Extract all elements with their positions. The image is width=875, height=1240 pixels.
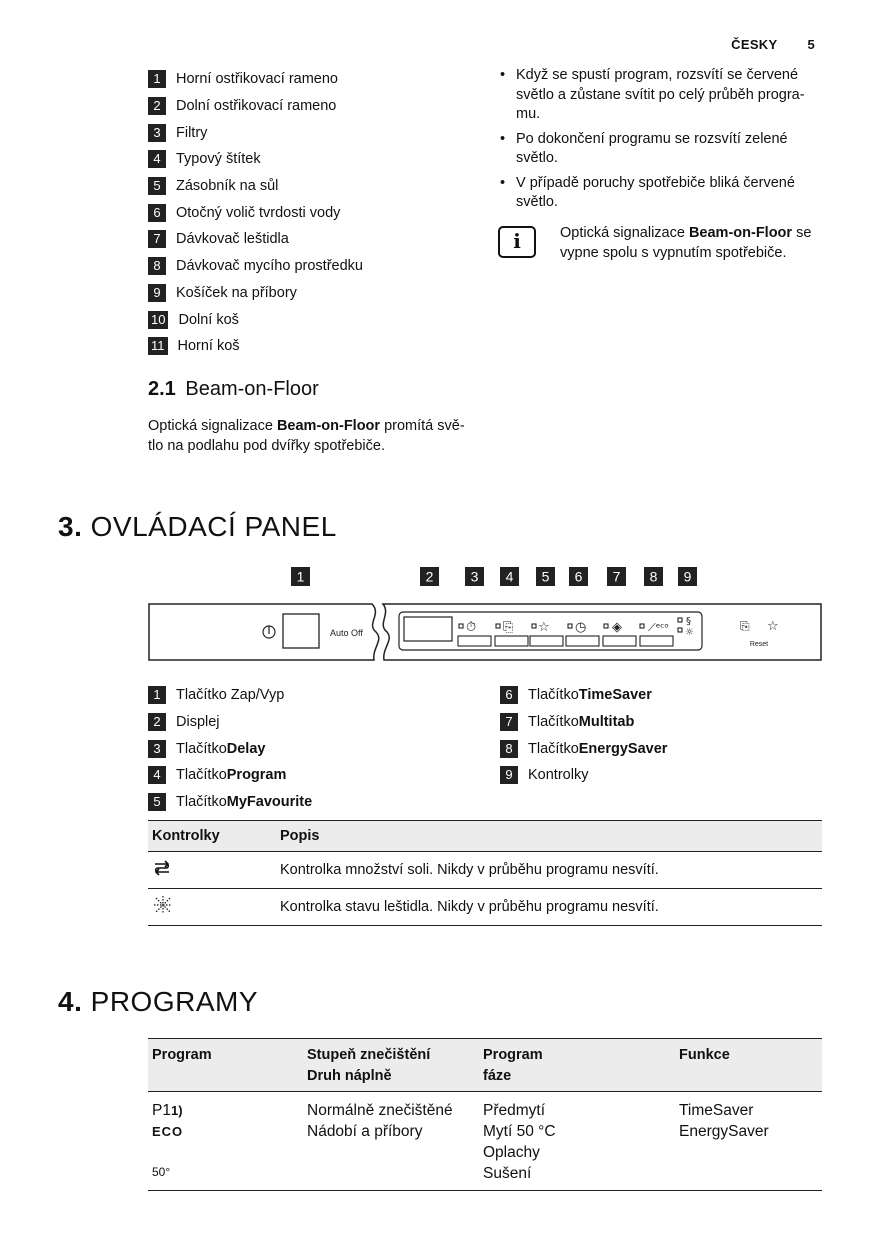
item-label: Otočný volič tvrdosti vody <box>176 204 341 221</box>
panel-legend-left <box>148 682 312 815</box>
item-number: 11 <box>148 337 168 355</box>
delay-icon: ⏱ <box>466 620 477 635</box>
callout-2 <box>420 567 439 586</box>
list-item <box>148 199 488 226</box>
multitab-icon: ◈ <box>612 620 622 635</box>
table-header: Program fáze <box>479 1039 675 1092</box>
callout-label: 5 <box>541 568 550 585</box>
item-label: Filtry <box>176 124 208 141</box>
callout-label: 3 <box>470 568 479 585</box>
table-cell: Kontrolka stavu leštidla. Nikdy v průběhu programu nesvítí. <box>276 889 822 926</box>
item-number: 10 <box>148 311 168 329</box>
callout-label: 9 <box>683 568 692 585</box>
program-cell: P1$^{1)}$ ECO 50° <box>148 1092 303 1191</box>
item-label: Zásobník na sůl <box>176 178 279 195</box>
table-cell: Kontrolka množství soli. Nikdy v průběhu programu nesvítí. <box>276 852 822 889</box>
info-note <box>498 224 818 263</box>
item-number: 5 <box>148 177 166 195</box>
rinse-aid-icon: ☼ <box>685 627 694 638</box>
callout-4 <box>500 567 519 586</box>
table-header: Stupeň znečištění Druh náplně <box>303 1039 479 1092</box>
list-item <box>148 226 488 253</box>
item-number: 2 <box>148 97 166 115</box>
callout-label: 2 <box>425 568 434 585</box>
callout-3 <box>465 567 484 586</box>
program-icon-reset: ⎘ <box>740 619 750 633</box>
list-item: 7 Tlačítko Multitab <box>500 709 667 736</box>
functions-cell: TimeSaver EnergySaver <box>675 1092 822 1191</box>
phases-cell: Předmytí Mytí 50 °C Oplachy Sušení <box>479 1092 675 1191</box>
control-panel-diagram <box>148 566 822 666</box>
table-header: Funkce <box>675 1039 822 1092</box>
callout-label: 1 <box>296 568 305 585</box>
item-number: 6 <box>148 204 166 222</box>
list-item: 9 Kontrolky <box>500 762 667 789</box>
eco-label: ECO <box>152 1124 184 1139</box>
list-item <box>148 146 488 173</box>
component-list <box>148 66 488 360</box>
item-number: 4 <box>148 150 166 168</box>
list-item <box>148 173 488 200</box>
item-number: 7 <box>148 230 166 248</box>
timesaver-icon: ◷ <box>575 620 587 635</box>
programs-table <box>148 1038 822 1191</box>
item-number: 3 <box>148 124 166 142</box>
list-item: 5 Tlačítko MyFavourite <box>148 789 312 816</box>
list-item: 2 Displej <box>148 709 312 736</box>
callout-6 <box>569 567 588 586</box>
myfavourite-icon-reset: ☆ <box>767 619 779 634</box>
auto-off-label: Auto Off <box>330 628 363 638</box>
list-item: 6 Tlačítko TimeSaver <box>500 682 667 709</box>
list-item <box>148 253 488 280</box>
item-label: Dávkovač mycího prostředku <box>176 258 363 275</box>
list-item: 1 Tlačítko Zap/Vyp <box>148 682 312 709</box>
list-item <box>148 333 488 360</box>
item-label: Horní ostřikovací rameno <box>176 71 338 88</box>
callout-label: 8 <box>649 568 658 585</box>
callout-label: 6 <box>574 568 583 585</box>
reset-label: Reset <box>749 641 769 648</box>
callout-label: 4 <box>505 568 514 585</box>
section-heading-2-1: 2.1 Beam-on-Floor <box>148 378 319 400</box>
table-row <box>148 852 822 889</box>
myfavourite-icon: ☆ <box>538 620 550 635</box>
energysaver-icon: ⟋ᵉᶜᵒ <box>648 621 669 634</box>
section-2-1-text: Optická signalizace Beam-on-Floor promítá svě-tlo na podlahu pod dvířky spotřebiče. <box>148 418 465 454</box>
status-bullets <box>498 66 818 218</box>
table-header: Program <box>148 1039 303 1092</box>
callout-label: 7 <box>612 568 621 585</box>
callout-5 <box>536 567 555 586</box>
table-header: Popis <box>276 821 822 852</box>
bullet-item: • Když se spustí program, rozsvítí se červené světlo a zůstane svítit po celý průběh progra-mu. <box>498 66 818 125</box>
table-row <box>148 889 822 926</box>
salt-icon: § <box>686 616 691 627</box>
item-label: Typový štítek <box>176 151 261 168</box>
bullet-item: • Po dokončení programu se rozsvítí zelené světlo. <box>498 130 818 169</box>
list-item <box>148 93 488 120</box>
item-number: 1 <box>148 70 166 88</box>
bullet-item: • V případě poruchy spotřebiče bliká červené světlo. <box>498 174 818 213</box>
list-item: 4 Tlačítko Program <box>148 762 312 789</box>
callout-1 <box>291 567 310 586</box>
list-item <box>148 306 488 333</box>
item-label: Dolní ostřikovací rameno <box>176 98 337 115</box>
item-label: Dávkovač leštidla <box>176 231 289 248</box>
callout-8 <box>644 567 663 586</box>
item-label: Košíček na příbory <box>176 284 297 301</box>
list-item <box>148 119 488 146</box>
on-off-button <box>283 614 319 648</box>
list-item <box>148 66 488 93</box>
list-item <box>148 280 488 307</box>
language-label: ČESKY <box>731 37 778 52</box>
temperature-label: 50° <box>152 1165 171 1179</box>
power-icon <box>263 626 275 638</box>
item-label: Horní koš <box>177 338 240 355</box>
section-heading-3: 3. OVLÁDACÍ PANEL <box>58 511 337 542</box>
callout-7 <box>607 567 626 586</box>
item-number: 8 <box>148 257 166 275</box>
program-icon: ⎘ <box>503 620 514 635</box>
indicator-table <box>148 820 822 926</box>
info-icon: i <box>498 226 536 258</box>
display <box>404 617 452 641</box>
rinse-aid-indicator-icon <box>148 889 276 926</box>
item-number: 9 <box>148 284 166 302</box>
callout-9 <box>678 567 697 586</box>
section-heading-4: 4. PROGRAMY <box>58 986 258 1017</box>
table-row <box>148 1092 822 1191</box>
item-label: Dolní koš <box>178 311 239 328</box>
note-text: Optická signalizace Beam-on-Floor se vypne spolu s vypnutím spotřebiče. <box>560 225 812 261</box>
page-number: 5 <box>807 37 815 52</box>
list-item: 3 Tlačítko Delay <box>148 735 312 762</box>
page-header <box>731 37 815 52</box>
panel-legend-right <box>500 682 667 789</box>
list-item: 8 Tlačítko EnergySaver <box>500 735 667 762</box>
salt-indicator-icon <box>148 852 276 889</box>
table-header: Kontrolky <box>148 821 276 852</box>
soil-cell: Normálně znečištěné Nádobí a příbory <box>303 1092 479 1191</box>
